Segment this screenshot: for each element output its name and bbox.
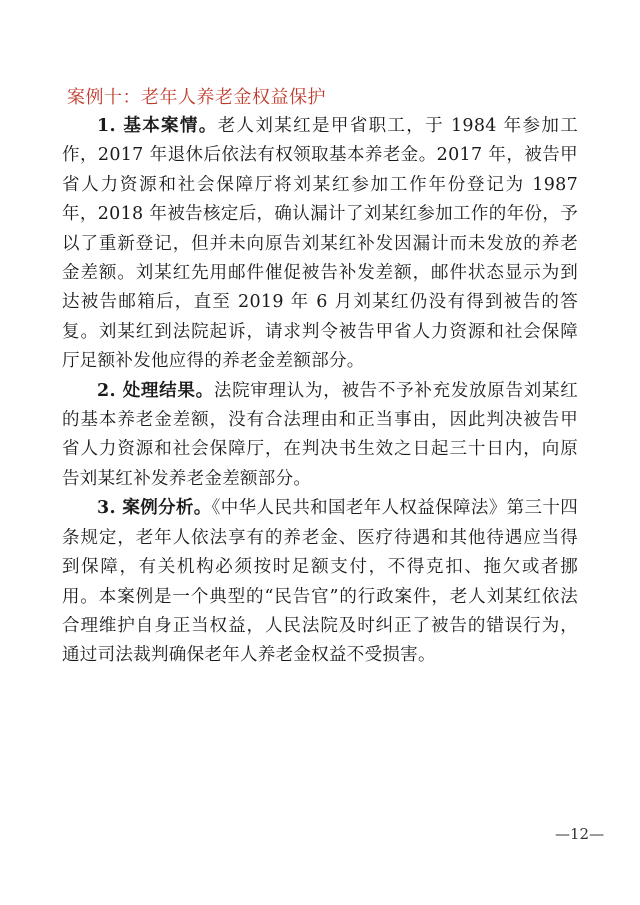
section-heading: 3. 案例分析。 bbox=[97, 498, 212, 519]
case-title: 案例十：老年人养老金权益保护 bbox=[67, 87, 326, 108]
section-heading: 1. 基本案情。 bbox=[97, 116, 218, 136]
section-analysis bbox=[62, 494, 578, 670]
document-body bbox=[62, 112, 578, 671]
section-text: 法院审理认为，被告不予补充发放原告刘某红的基本养老金差额，没有合法理由和正当事由，因此判决被告甲省人力资源和社会保障厅，在判决书生效之日起三十日内，向原告刘某红补发养老金差额部分。 bbox=[62, 380, 579, 489]
section-text: 老人刘某红是甲省职工，于 1984 年参加工作，2017 年退休后依法有权领取基本养老金。2017 年，被告甲省人力资源和社会保障厅将刘某红参加工作年份登记为 1987 年，2018 年被告核定后，确认漏计了刘某红参加工作的年份，予以了重新登记，但并未向原告刘某红补发因漏计而未发放的养老金差额。刘某红先用邮件催促被告补发差额，邮件状态显示为到达被告邮箱后，直至 2019 年 6 月刘某红仍没有得到被告的答复。刘某红到法院起诉，请求判令被告甲省人力资源和社会保障厅足额补发他应得的养老金差额部分。 bbox=[62, 116, 579, 372]
section-result bbox=[62, 377, 578, 495]
page-number: —12— bbox=[555, 825, 605, 843]
section-text: 《中华人民共和国老年人权益保障法》第三十四条规定，老年人依法享有的养老金、医疗待遇和其他待遇应当得到保障，有关机构必须按时足额支付，不得克扣、拖欠或者挪用。本案例是一个典型的“民告官”的行政案件，老人刘某红依法合理维护自身正当权益，人民法院及时纠正了被告的错误行为，通过司法裁判确保老年人养老金权益不受损害。 bbox=[62, 498, 578, 666]
section-basic-facts bbox=[62, 112, 578, 377]
section-heading: 2. 处理结果。 bbox=[97, 380, 214, 401]
